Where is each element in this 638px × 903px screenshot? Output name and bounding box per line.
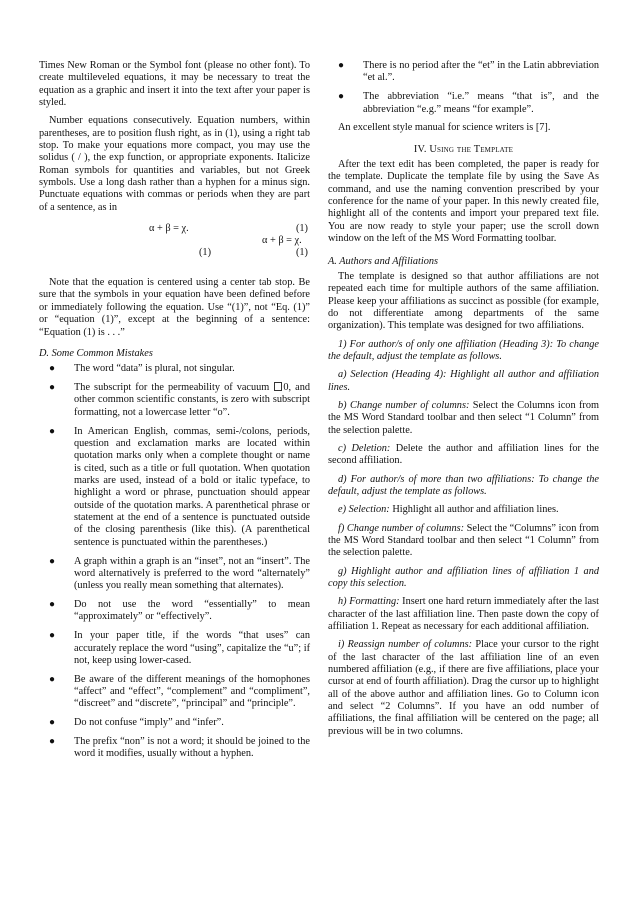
equation-expression-right: α + β = χ.: [262, 235, 302, 247]
list-item: ● Do not use the word “essentially” to mean “approximately” or “effectively”.: [49, 599, 310, 623]
equation-number-centered: (1): [295, 223, 308, 235]
heading-common-mistakes: D. Some Common Mistakes: [39, 347, 153, 359]
heading-using-template: IV. Using the Template: [413, 143, 514, 155]
list-item: ● Be aware of the different meanings of the homophones “affect” and “effect”, “complement” and “compliment”, “discreet” and “discrete”, “principal” and “principle”.: [49, 673, 310, 710]
bullet-icon: ●: [49, 673, 56, 685]
list-item: ● The word “data” is plural, not singular.: [49, 363, 235, 375]
list-item: ● The subscript for the permeability of vacuum 0, and other common scientific constants, is zero with subscript formatting, not a lowercase letter “o”.: [49, 382, 310, 418]
step-i-reassign: i) Reassign number of columns: Place your cursor to the right of the last character of the last affiliation line of an even numbered affiliation (e.g., if there are five affiliations, place your cursor at end of fourth affiliation). Drag the cursor up to highlight all of the above author and affiliation lines. Go to Column icon and select “2 Columns”. If you have an odd number of affiliations, the final affiliation will be centered on the page; all previous will be in two columns.: [328, 639, 600, 737]
equation-block: [39, 223, 310, 267]
step-g-highlight: g) Highlight author and affiliation lines of affiliation 1 and copy this selection.: [328, 565, 599, 590]
step-c-deletion: c) Deletion: Delete the author and affiliation lines for the second affiliation.: [328, 442, 599, 467]
equation-number-right: (1): [295, 247, 308, 259]
bullet-icon: ●: [49, 736, 56, 748]
paragraph-style-manual: An excellent style manual for science writers is [7].: [338, 122, 551, 134]
list-item: ● In American English, commas, semi-/colons, periods, question and exclamation marks are located within quotation marks only when a complete thought or name is cited, such as a title or full quotation. When quotation marks are used, instead of a bold or italic typeface, to highlight a word or phrase, punctuation should appear outside of the quotation marks. A parenthetical phrase or statement at the end of a sentence is punctuated outside of the closing parenthesis (like this). (A parenthetical sentence is punctuated within the parentheses.): [49, 425, 310, 548]
right-column: [328, 60, 599, 738]
list-item: ● There is no period after the “et” in the Latin abbreviation “et al.”.: [338, 60, 599, 84]
abbreviation-list: [328, 60, 599, 116]
common-mistakes-list: [39, 363, 310, 761]
step-a-selection: a) Selection (Heading 4): Highlight all author and affiliation lines.: [328, 369, 599, 393]
bullet-icon: ●: [49, 555, 56, 567]
paragraph-equation-note: Note that the equation is centered using a center tab stop. Be sure that the symbols in your equation have been defined before or immediately following the equation. Use “(1)”, not “Eq. (1)” or “equation (1)”, except at the beginning of a sentence: “Equation (1) is . . .”: [39, 277, 310, 338]
equation-number-under-expression: (1): [199, 247, 212, 259]
step-f-columns: f) Change number of columns: Select the “Columns” icon from the MS Word Standard toolbar and then select “1 Column” from the selection palette.: [328, 522, 599, 559]
bullet-icon: ●: [338, 91, 345, 103]
list-item: ● The prefix “non” is not a word; it should be joined to the word it modifies, usually without a hyphen.: [49, 736, 310, 760]
heading-authors-affiliations: A. Authors and Affiliations: [328, 256, 439, 268]
heading-one-affiliation: 1) For author/s of only one affiliation (Heading 3): To change the default, adjust the template as follows.: [328, 338, 599, 362]
bullet-icon: ●: [338, 60, 345, 71]
list-item: ● The abbreviation “i.e.” means “that is”, and the abbreviation “e.g.” means “for example”.: [338, 91, 599, 115]
left-column: [39, 60, 310, 767]
bullet-icon: ●: [49, 599, 56, 611]
list-item: ● In your paper title, if the words “that uses” can accurately replace the word “using”, capitalize the “u”; if not, keep using lower-cased.: [49, 630, 310, 666]
heading-more-affiliations: d) For author/s of more than two affiliations: To change the default, adjust the template as follows.: [328, 473, 599, 497]
list-item: ● A graph within a graph is an “inset”, not an “insert”. The word alternatively is preferred to the word “alternately” (unless you really mean something that alternates).: [49, 555, 310, 592]
step-h-formatting: h) Formatting: Insert one hard return immediately after the last character of the last affiliation line. Then paste down the copy of affiliation 1. Repeat as necessary for each additional affiliation.: [328, 596, 599, 633]
bullet-icon: ●: [49, 717, 56, 729]
missing-glyph-icon: [274, 382, 282, 391]
equation-expression-centered: α + β = χ.: [149, 223, 189, 235]
bullet-icon: ●: [49, 630, 56, 642]
bullet-icon: ●: [49, 363, 56, 375]
paragraph-number-equations: Number equations consecutively. Equation numbers, within parentheses, are to position flush right, as in (1), using a right tab stop. To make your equations more compact, you may use the solidus ( / ), the exp function, or appropriate exponents. Italicize Roman symbols for quantities and variables, but not Greek symbols. Use a long dash rather than a hyphen for a minus sign. Punctuate equations with commas or periods when they are part of a sentence, as in: [39, 115, 310, 213]
paragraph-font-note: Times New Roman or the Symbol font (please no other font). To create multileveled equations, it may be necessary to treat the equation as a graphic and insert it into the text after your paper is styled.: [39, 60, 310, 109]
list-item: ● Do not confuse “imply” and “infer”.: [49, 717, 224, 729]
step-b-columns: b) Change number of columns: Select the Columns icon from the MS Word Standard toolbar and then select “1 Column” from the selection palette.: [328, 399, 600, 436]
paragraph-authors: The template is designed so that author affiliations are not repeated each time for multiple authors of the same affiliation. Please keep your affiliations as succinct as possible (for example, do not differentiate among departments of the same organization). This template was designed for two affiliations.: [328, 270, 599, 332]
bullet-icon: ●: [49, 425, 56, 437]
step-e-selection: e) Selection: Highlight all author and affiliation lines.: [338, 504, 559, 516]
paragraph-template: After the text edit has been completed, the paper is ready for the template. Duplicate the template file by using the Save As command, and use the naming convention prescribed by your conference for the name of your paper. In this newly created file, highlight all of the contents and import your prepared text file. You are now ready to style your paper; use the scroll down window on the left of the MS Word Formatting toolbar.: [328, 159, 599, 245]
bullet-icon: ●: [49, 382, 56, 394]
